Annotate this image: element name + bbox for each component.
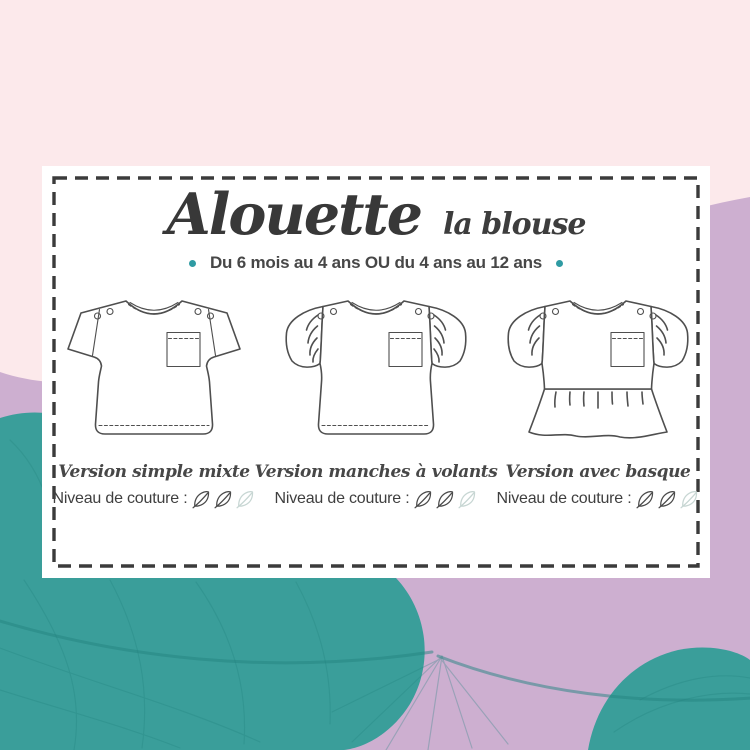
peplum-ruffle-tee-illustration xyxy=(498,285,698,460)
leaf-icon xyxy=(657,489,677,509)
skill-row xyxy=(275,489,478,509)
leaf-icon xyxy=(191,489,211,509)
simple-tee-illustration xyxy=(54,285,254,460)
skill-leaves xyxy=(635,489,699,509)
version-label: Version avec basque xyxy=(505,462,691,482)
leaf-icon xyxy=(435,489,455,509)
pattern-card xyxy=(42,166,710,578)
teal-dot-icon xyxy=(556,260,563,267)
age-range-text: Du 6 mois au 4 ans OU du 4 ans au 12 ans xyxy=(209,253,543,272)
skill-row xyxy=(497,489,700,509)
versions-row xyxy=(47,285,705,509)
skill-label: Niveau de couture : xyxy=(274,490,410,507)
skill-leaves xyxy=(413,489,477,509)
skill-leaves xyxy=(191,489,255,509)
version-column-simple xyxy=(47,285,261,509)
age-range-row xyxy=(189,253,563,273)
leaf-icon xyxy=(457,489,477,509)
version-column-ruffle-sleeves xyxy=(254,285,498,509)
leaf-icon xyxy=(679,489,699,509)
version-label: Version simple mixte xyxy=(58,462,250,482)
skill-label: Niveau de couture : xyxy=(52,490,188,507)
skill-row xyxy=(53,489,256,509)
teal-dot-icon xyxy=(189,260,196,267)
version-column-basque xyxy=(491,285,705,509)
leaf-icon xyxy=(413,489,433,509)
skill-label: Niveau de couture : xyxy=(496,490,632,507)
pattern-subtitle-name: la blouse xyxy=(443,207,586,242)
leaf-icon xyxy=(213,489,233,509)
version-label: Version manches à volants xyxy=(254,462,498,482)
ruffle-sleeve-tee-illustration xyxy=(276,285,476,460)
title-row xyxy=(166,181,586,248)
leaf-icon xyxy=(635,489,655,509)
leaf-icon xyxy=(235,489,255,509)
pattern-title: Alouette xyxy=(166,181,422,248)
